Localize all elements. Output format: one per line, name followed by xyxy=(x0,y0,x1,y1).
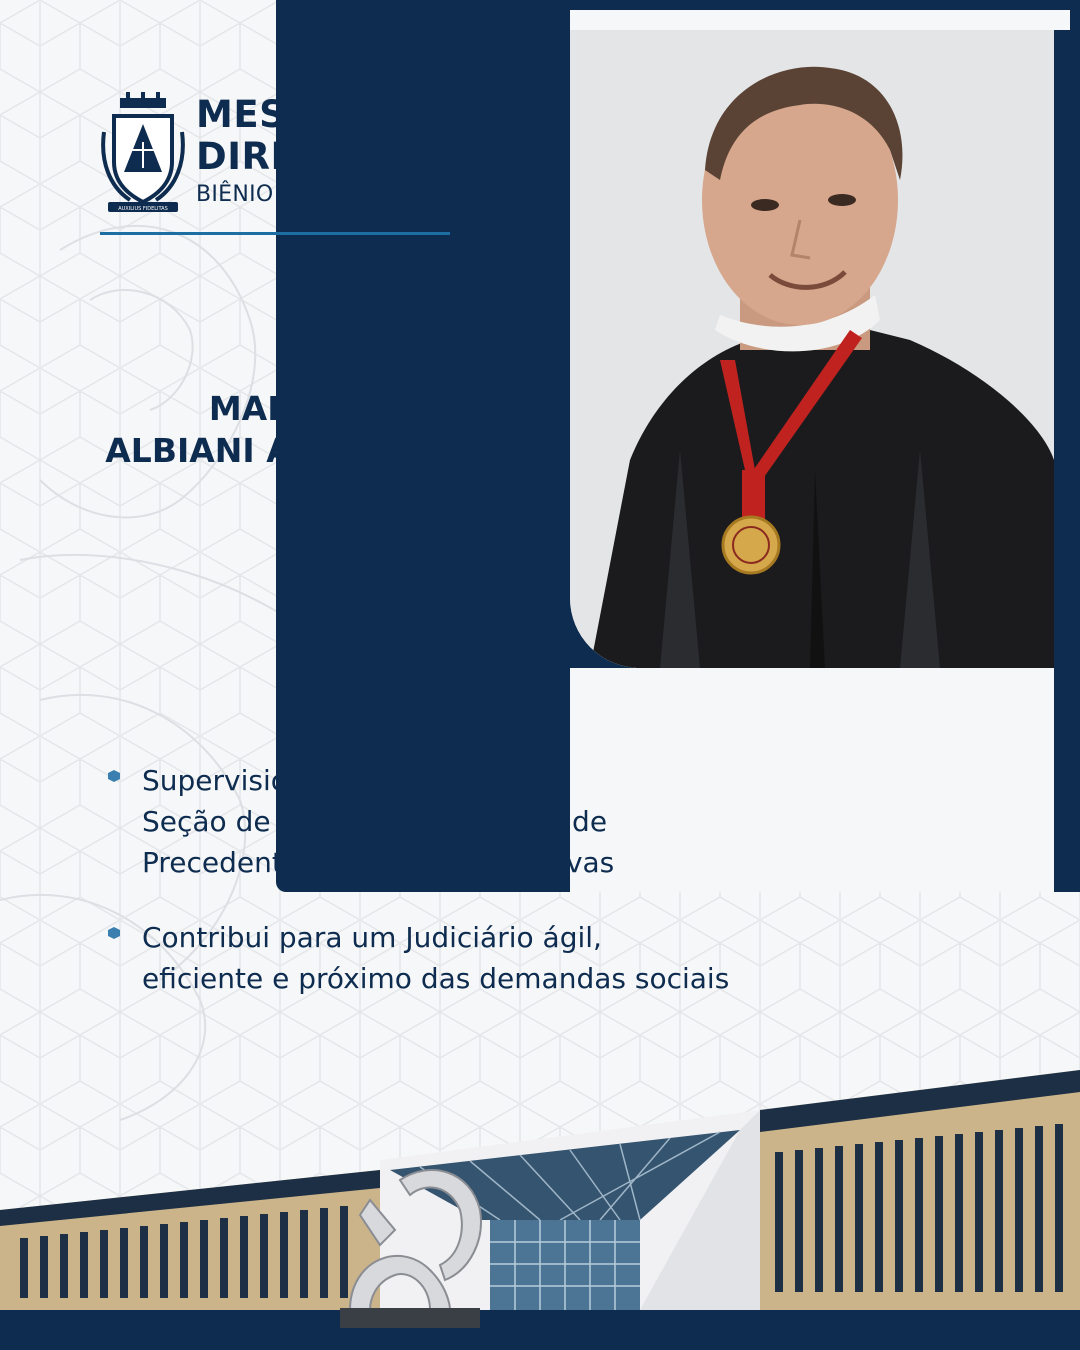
bullet-text-line: Contribui para um Judiciário ágil, xyxy=(142,921,602,954)
bienio-label: BIÊNIO 2026 • 2028 xyxy=(196,182,424,207)
bullet-list xyxy=(104,760,804,1033)
courthouse-building-illustration xyxy=(0,1070,1080,1350)
bullet-text-line: Seção de Recursos e o Núcleo de xyxy=(142,805,608,838)
title-line-2: DIRETORA xyxy=(196,135,413,178)
portrait-photo xyxy=(570,30,1054,668)
role-label: 2º VICE-PRESIDÊNCIA xyxy=(277,474,524,499)
bullet-hexagon-icon xyxy=(108,927,120,939)
name-line-2: ALBIANI ALVES JUNIOR xyxy=(105,431,524,470)
bullet-text-line: eficiente e próximo das demandas sociais xyxy=(142,962,730,995)
name-block xyxy=(105,388,524,499)
coat-motto: AUXILIUS FIDELITAS xyxy=(118,206,168,212)
bullet-item xyxy=(104,917,804,999)
bullet-text-line: Precedentes e de Ações Coletivas xyxy=(142,846,615,879)
name-line-1: MARIO AUGUSTO xyxy=(208,389,524,428)
title-block xyxy=(196,94,456,207)
portrait-illustration xyxy=(570,30,1054,668)
bullet-text-line: Supervisiona e gerencia a xyxy=(142,764,506,797)
bullet-hexagon-icon xyxy=(108,770,120,782)
header-divider xyxy=(100,232,450,235)
frame-inner-strip xyxy=(570,10,1070,30)
coat-of-arms-icon xyxy=(100,92,186,216)
bullet-item xyxy=(104,760,804,883)
title-line-1: MESA xyxy=(196,93,316,136)
